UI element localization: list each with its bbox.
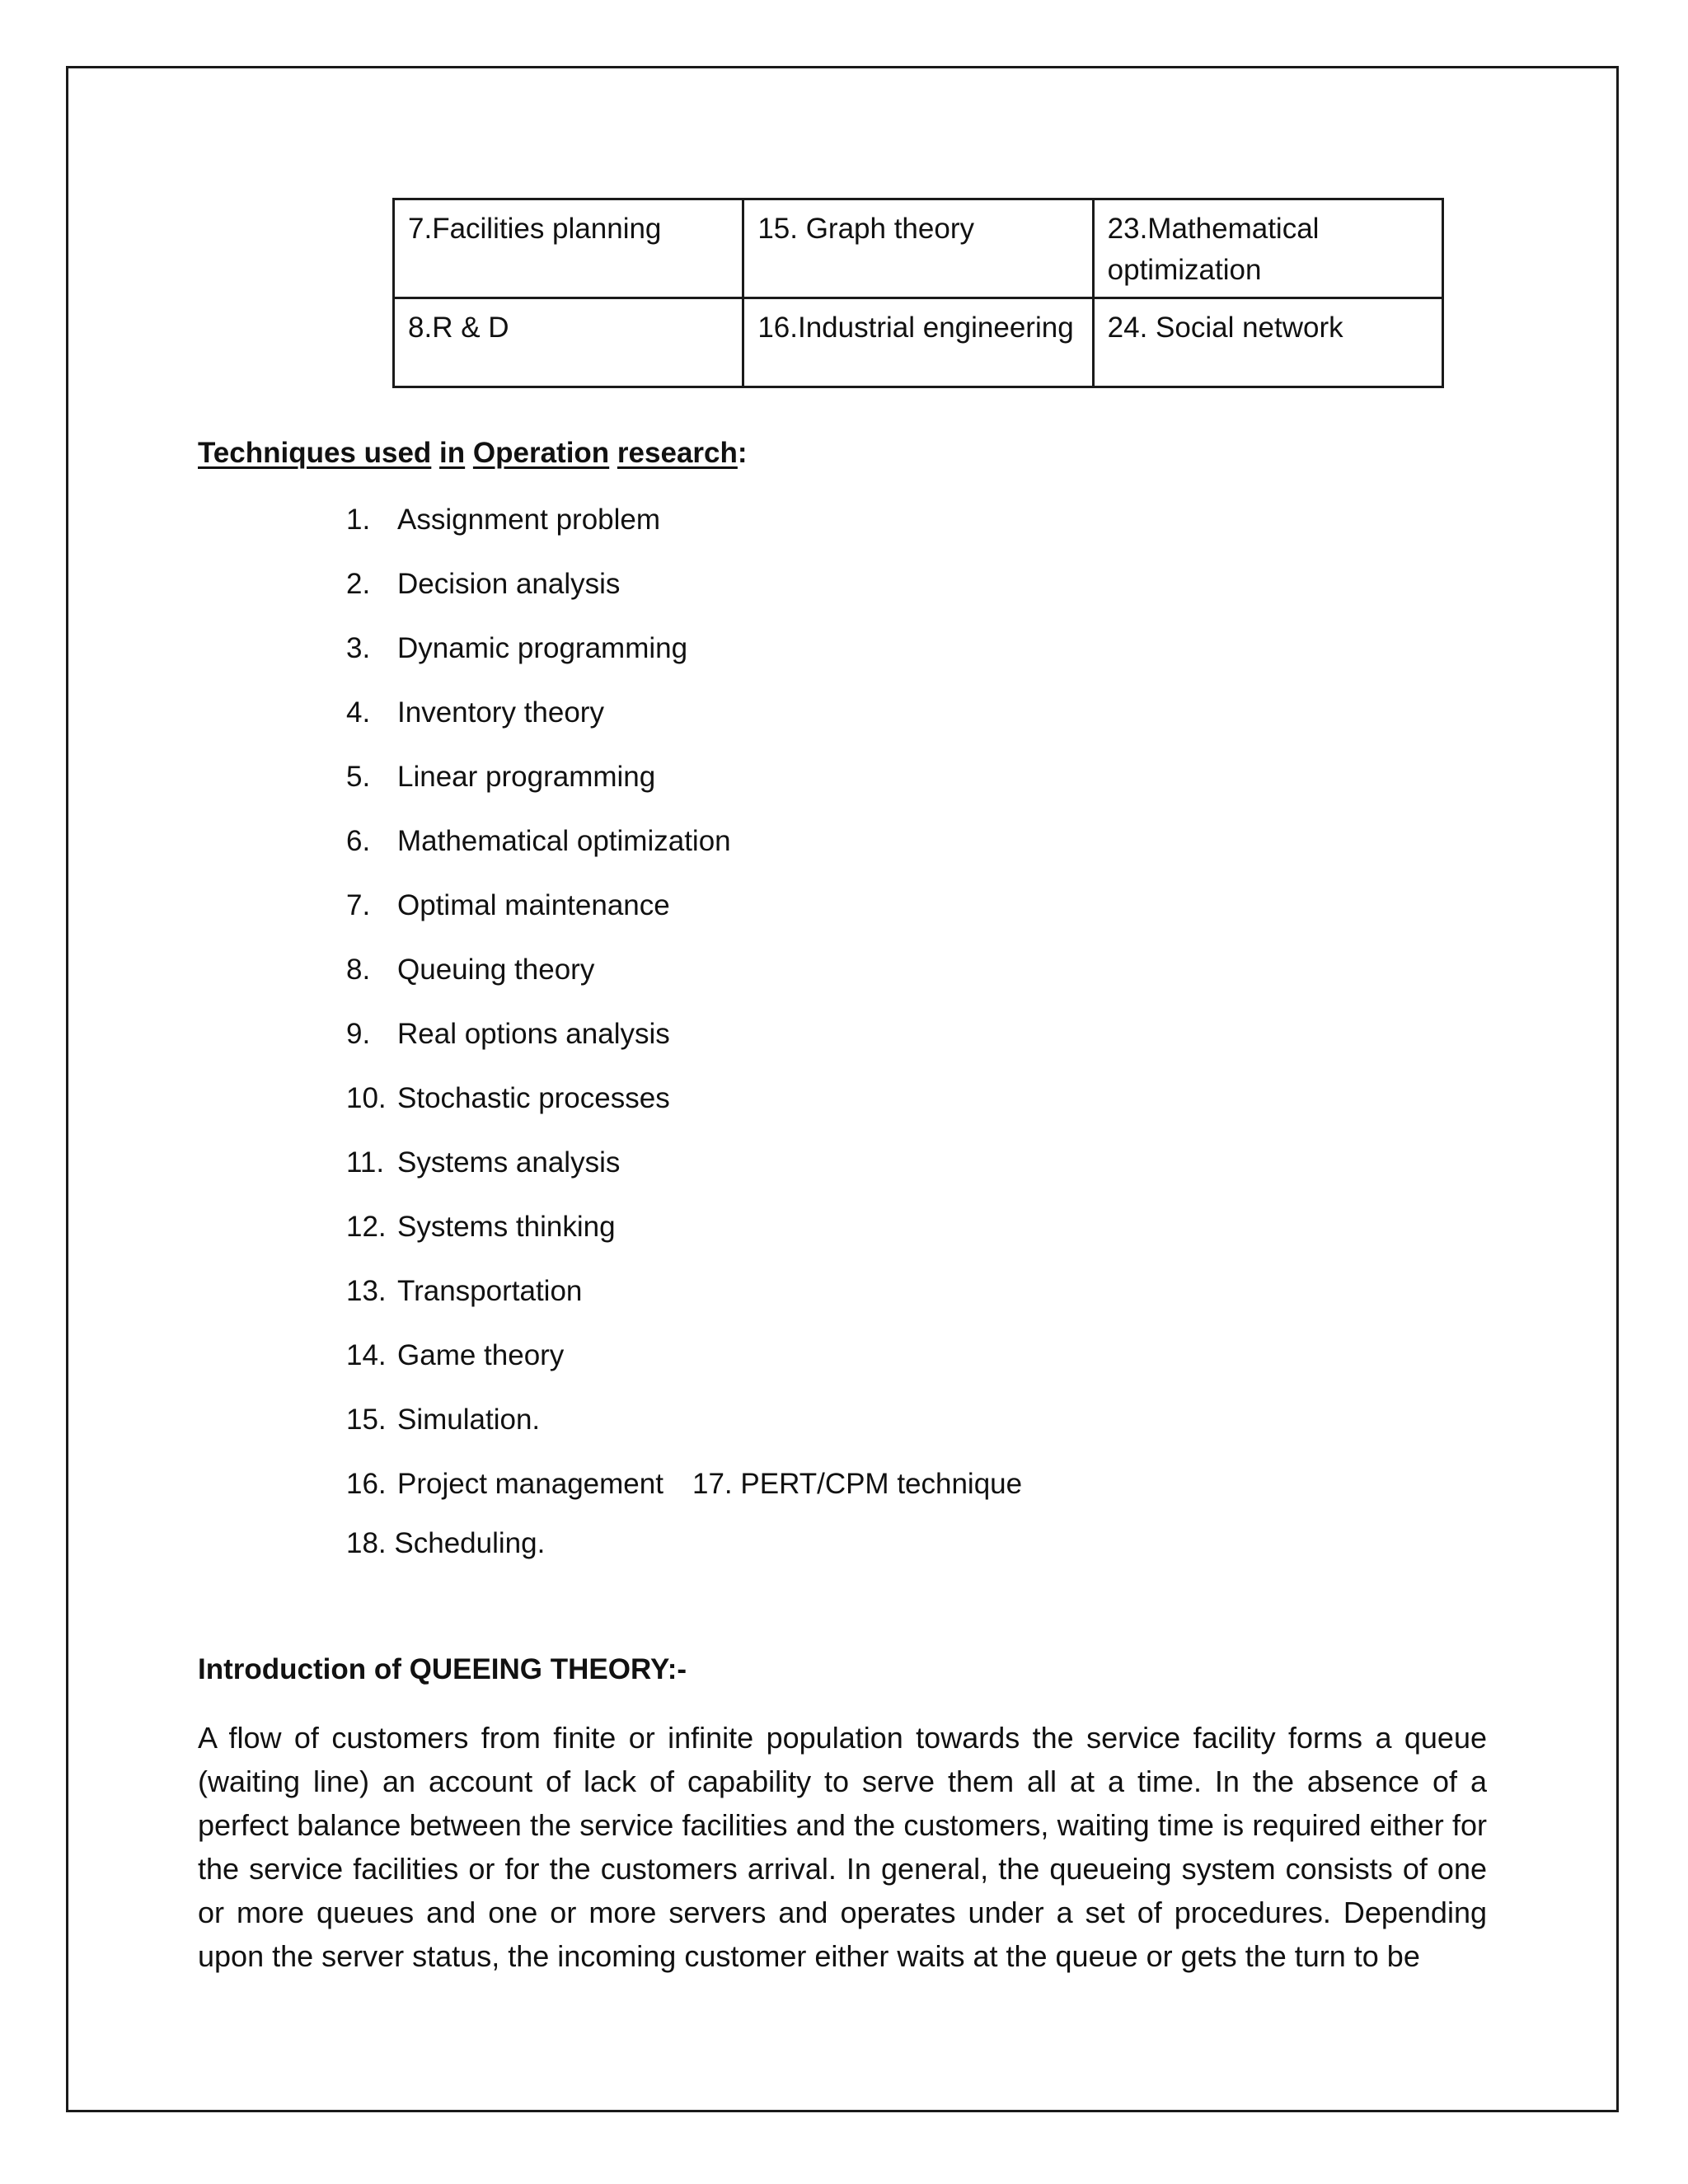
list-item-number: 2. — [346, 568, 371, 600]
table-cell: 8.R & D — [394, 298, 743, 387]
list-item-text: Mathematical optimization — [397, 825, 731, 857]
list-item-text: Systems analysis — [397, 1146, 621, 1179]
list-item: 18. Scheduling. — [346, 1527, 546, 1559]
list-item — [346, 885, 1335, 949]
list-item — [346, 692, 1335, 757]
list-item-text: Dynamic programming — [397, 632, 688, 664]
list-item-text: Real options analysis — [397, 1018, 670, 1050]
list-item-text: Linear programming — [397, 761, 656, 793]
table-cell: 15. Graph theory — [743, 199, 1093, 298]
list-item — [346, 628, 1335, 692]
list-item-number: 11. — [346, 1146, 385, 1179]
list-item-number: 1. — [346, 504, 371, 536]
list-item-number: 13. — [346, 1275, 387, 1307]
list-item — [346, 949, 1335, 1014]
list-item-text: Assignment problem — [397, 504, 661, 536]
table-cell: 7.Facilities planning — [394, 199, 743, 298]
list-item-text: Inventory theory — [397, 696, 604, 729]
list-item-text: Decision analysis — [397, 568, 621, 600]
list-item-text: Game theory — [397, 1339, 565, 1371]
list-item: 17. PERT/CPM technique — [692, 1468, 1023, 1500]
list-item-number: 10. — [346, 1082, 387, 1114]
list-item — [346, 1335, 1335, 1399]
list-item — [346, 1464, 663, 1505]
list-item — [346, 1142, 1335, 1207]
list-item-number: 6. — [346, 825, 371, 857]
table-row — [394, 199, 1443, 298]
table-cell: 24. Social network — [1093, 298, 1442, 387]
list-item-number: 5. — [346, 761, 371, 793]
heading-word: Techniques used — [198, 437, 432, 469]
list-item — [346, 499, 1335, 564]
list-item-text: Queuing theory — [397, 954, 595, 986]
list-item — [346, 821, 1335, 885]
table-cell: 16.Industrial engineering — [743, 298, 1093, 387]
list-item-text: Simulation. — [397, 1404, 541, 1436]
list-item — [346, 1399, 1335, 1464]
list-item-text: Optimal maintenance — [397, 889, 670, 921]
list-item-number: 14. — [346, 1339, 387, 1371]
list-item-number: 9. — [346, 1018, 371, 1050]
list-item-text: Transportation — [397, 1275, 583, 1307]
list-item-number: 8. — [346, 954, 371, 986]
techniques-heading — [198, 434, 748, 473]
techniques-list — [346, 499, 1335, 1464]
list-item — [346, 1207, 1335, 1271]
list-item — [346, 1078, 1335, 1142]
list-item-number: 15. — [346, 1404, 387, 1436]
list-item-number: 4. — [346, 696, 371, 729]
heading-word: Operation — [472, 437, 610, 469]
list-item-text: Systems thinking — [397, 1211, 616, 1243]
table-row — [394, 298, 1443, 387]
list-item-number: 7. — [346, 889, 371, 921]
list-item-text: Project management — [397, 1468, 663, 1500]
list-item — [346, 757, 1335, 821]
list-item — [346, 1014, 1335, 1078]
applications-table — [392, 198, 1444, 388]
table-cell: 23.Mathematical optimization — [1093, 199, 1442, 298]
list-item-text: Stochastic processes — [397, 1082, 670, 1114]
list-item-number: 16. — [346, 1468, 387, 1500]
heading-colon: : — [737, 437, 748, 469]
queueing-theory-heading: Introduction of QUEEING THEORY:- — [198, 1653, 687, 1685]
heading-word: in — [439, 437, 466, 469]
list-item — [346, 564, 1335, 628]
heading-word: research — [617, 437, 738, 469]
intro-paragraph: A flow of customers from finite or infinite population towards the service facility forms a queue (waiting line) an account of lack of capability to serve them all at a time. In the absence of a perfect balance between the service facilities and the customers, waiting time is required either for the service facilities or for the customers arrival. In general, the queueing system consists of one or more queues and one or more servers and operates under a set of procedures. Depending upon the server status, the incoming customer either waits at the queue or gets the turn to be — [198, 1721, 1487, 1973]
list-item-number: 3. — [346, 632, 371, 664]
list-item — [346, 1271, 1335, 1335]
list-item-number: 12. — [346, 1211, 387, 1243]
